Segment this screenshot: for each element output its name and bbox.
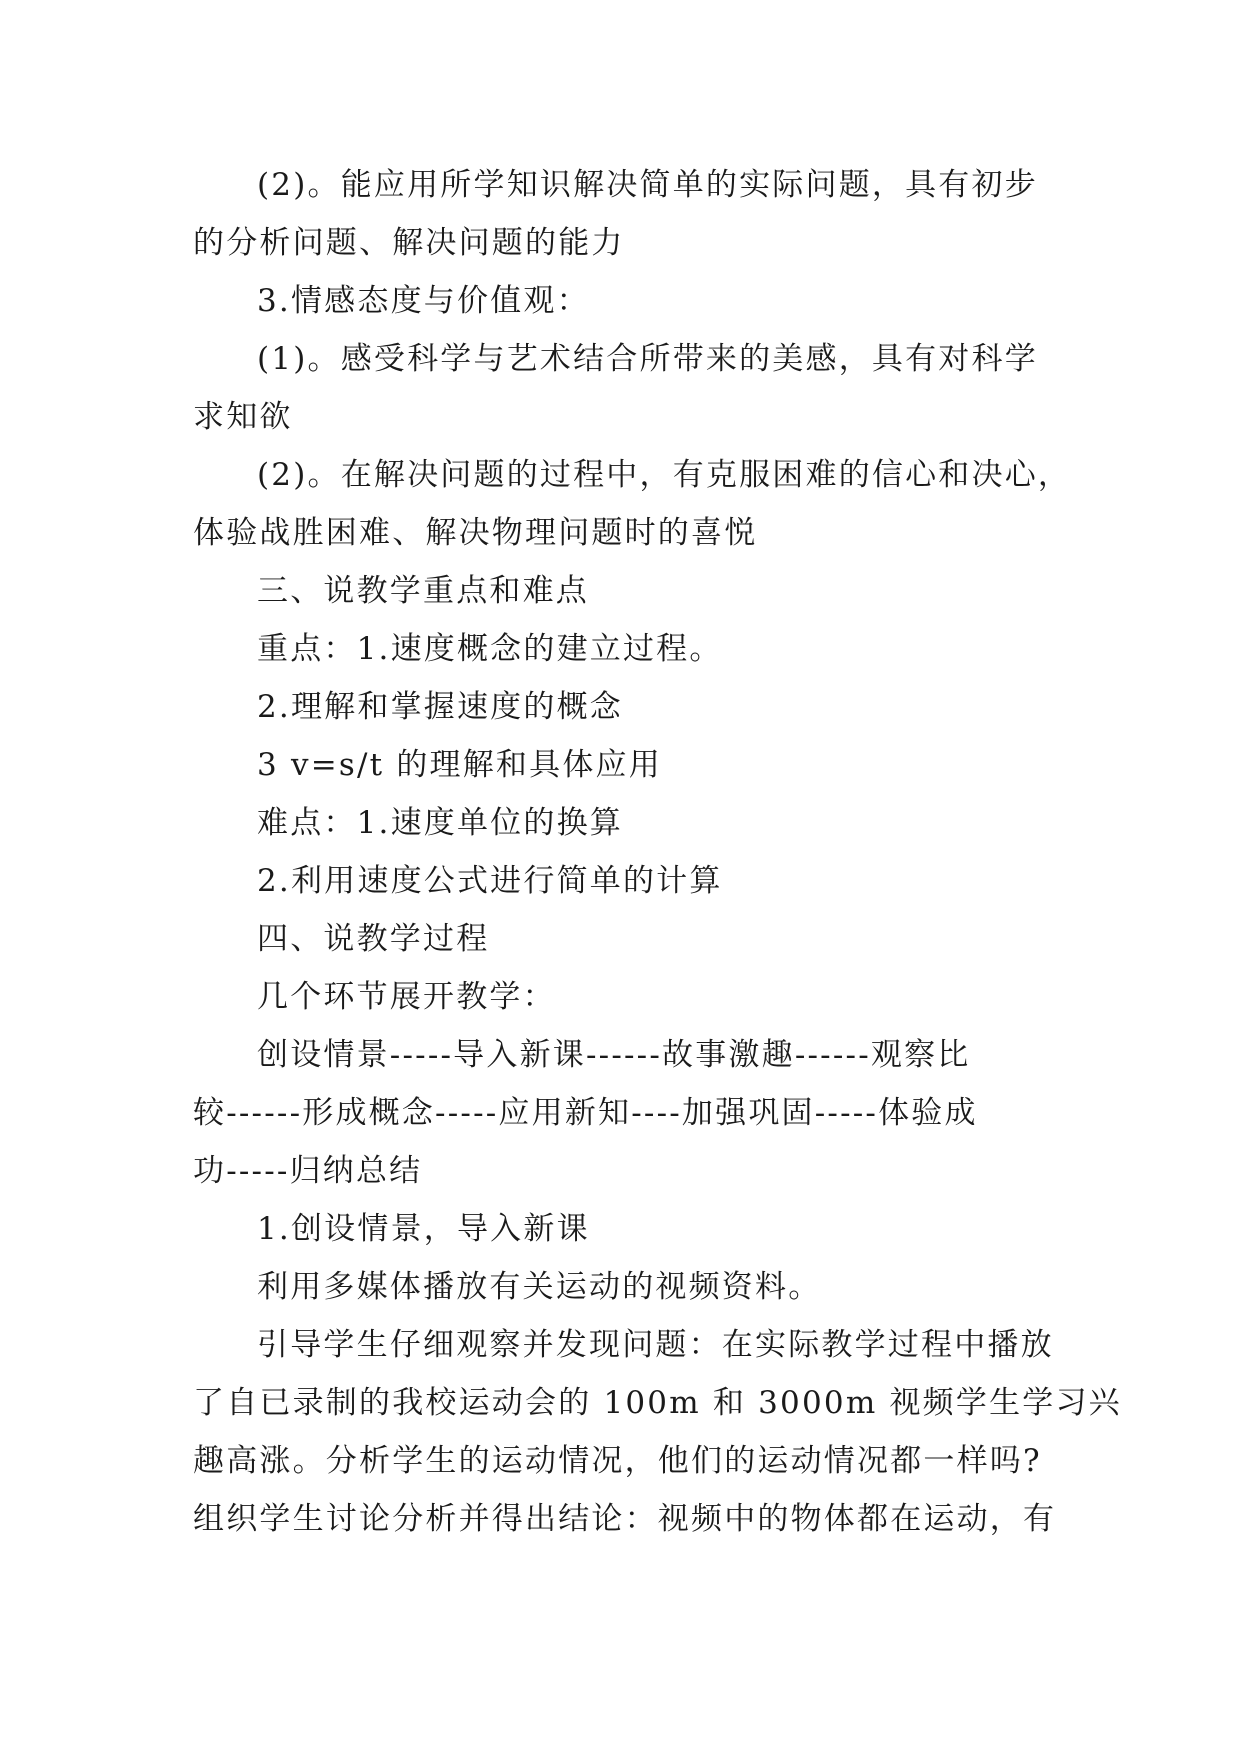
document-body (193, 156, 1122, 1548)
paragraph-difficulty-1 (193, 794, 1055, 852)
text-line: 1.创设情景，导入新课 (257, 1211, 590, 1247)
paragraph-ability-2 (193, 156, 1055, 272)
text-line: 的分析问题、解决问题的能力 (193, 225, 625, 261)
text-line: 三、说教学重点和难点 (257, 573, 589, 609)
text-line: 2.利用速度公式进行简单的计算 (257, 863, 723, 899)
paragraph-step-1-heading (193, 1200, 1055, 1258)
heading-teaching-process (193, 910, 1055, 968)
text-line: (1)。感受科学与艺术结合所带来的美感，具有对科学 (257, 341, 1038, 377)
text-line: 功-----归纳总结 (193, 1153, 423, 1189)
text-line: 利用多媒体播放有关运动的视频资料。 (257, 1269, 822, 1305)
text-line: 几个环节展开教学： (257, 979, 556, 1015)
paragraph-section-heading-3 (193, 272, 1055, 330)
paragraph-emotion-2 (193, 446, 1072, 562)
text-line: (2)。能应用所学知识解决简单的实际问题，具有初步 (257, 167, 1038, 203)
paragraph-key-point-3 (193, 736, 1055, 794)
text-line: 难点：1.速度单位的换算 (257, 805, 623, 841)
text-line: 较------形成概念-----应用新知----加强巩固-----体验成 (193, 1095, 978, 1131)
text-line: 3.情感态度与价值观： (257, 283, 590, 319)
text-line: 引导学生仔细观察并发现问题：在实际教学过程中播放 (257, 1327, 1054, 1363)
text-line: 体验战胜困难、解决物理问题时的喜悦 (193, 515, 758, 551)
text-line: 创设情景-----导入新课------故事激趣------观察比 (257, 1037, 971, 1073)
paragraph-multimedia (193, 1258, 1055, 1316)
text-line: 趣高涨。分析学生的运动情况，他们的运动情况都一样吗? (193, 1443, 1042, 1479)
paragraph-key-point-1 (193, 620, 1055, 678)
text-line: 四、说教学过程 (257, 921, 490, 957)
text-line: 2.理解和掌握速度的概念 (257, 689, 623, 725)
text-line: 求知欲 (193, 399, 293, 435)
text-line: 组织学生讨论分析并得出结论：视频中的物体都在运动，有 (193, 1501, 1057, 1537)
paragraph-key-point-2 (193, 678, 1055, 736)
paragraph-stages-intro (193, 968, 1055, 1026)
paragraph-difficulty-2 (193, 852, 1055, 910)
text-line: 了自已录制的我校运动会的 100m 和 3000m 视频学生学习兴 (193, 1385, 1122, 1421)
text-line: 重点：1.速度概念的建立过程。 (257, 631, 723, 667)
text-line: (2)。在解决问题的过程中，有克服困难的信心和决心， (257, 457, 1072, 493)
text-line: 3 v=s/t 的理解和具体应用 (257, 747, 662, 783)
paragraph-stages-flow (193, 1026, 1055, 1200)
heading-key-points (193, 562, 1055, 620)
paragraph-emotion-1 (193, 330, 1055, 446)
paragraph-guide-students (193, 1316, 1122, 1548)
